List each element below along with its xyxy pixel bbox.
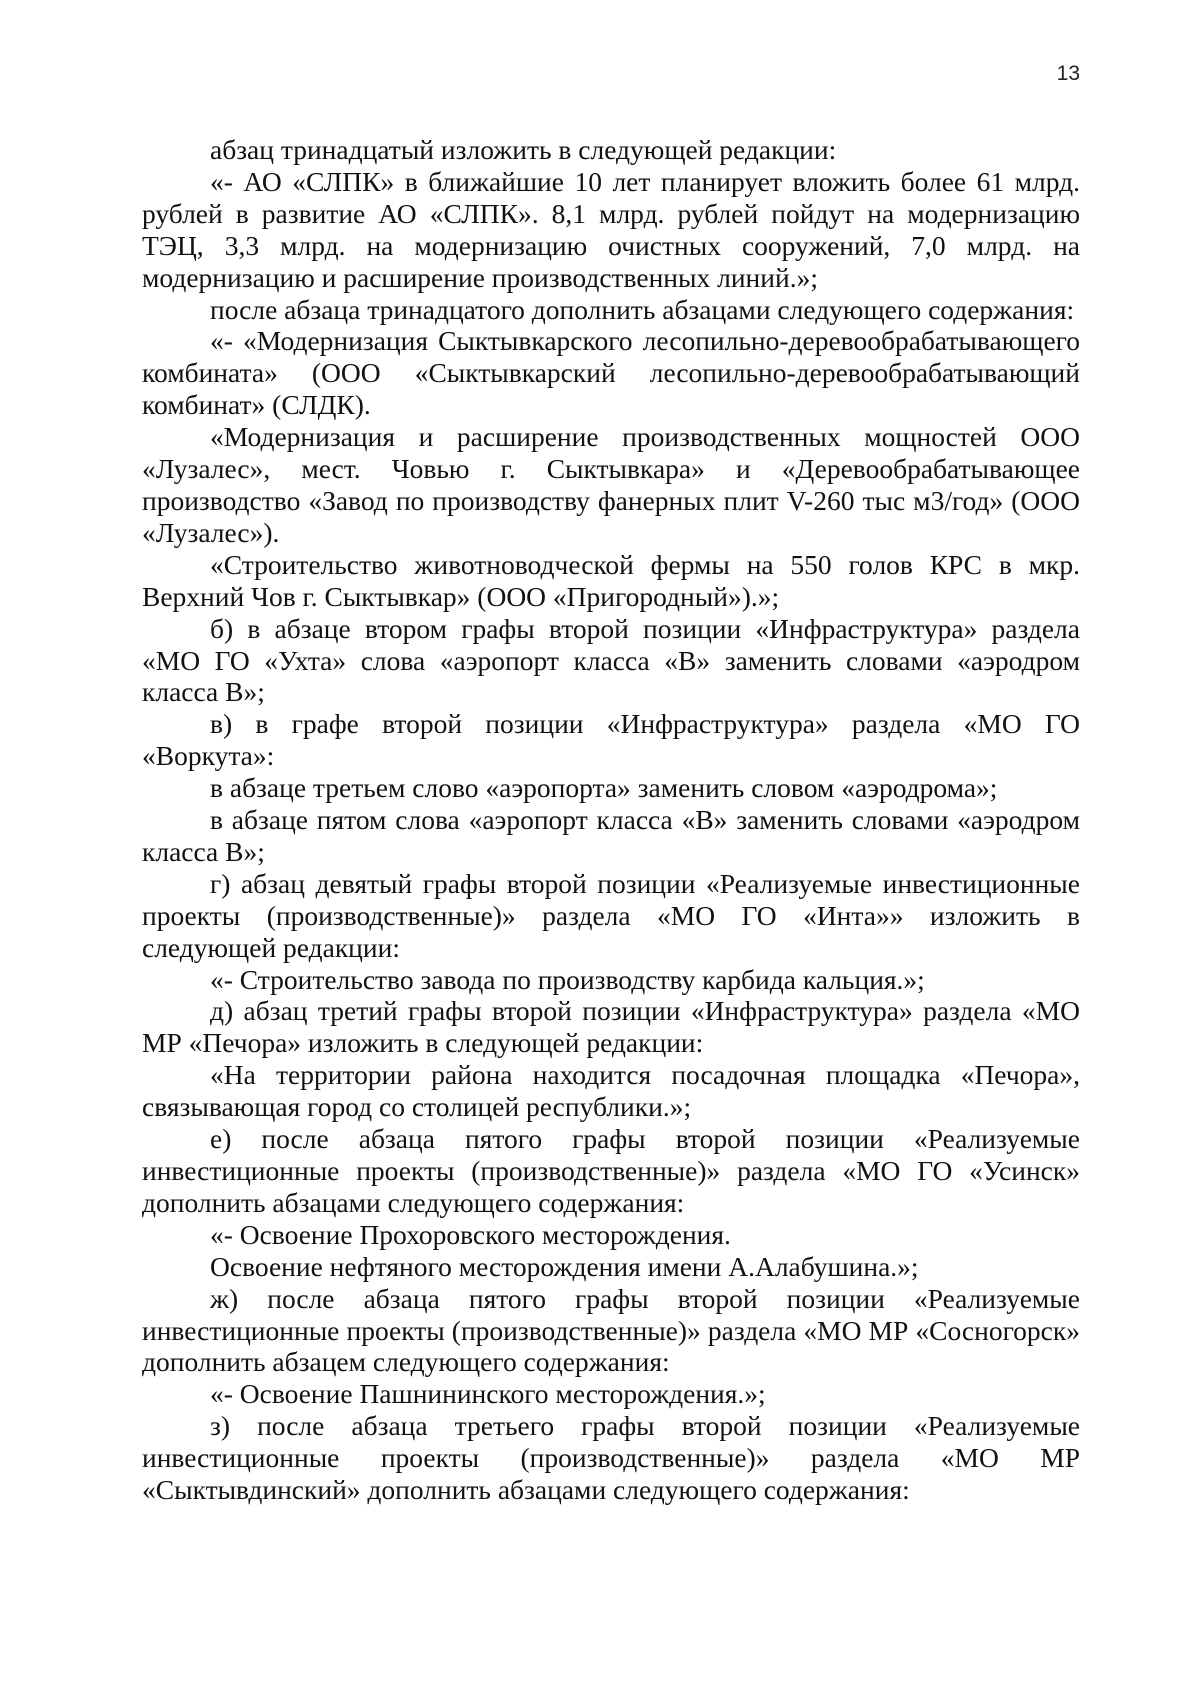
paragraph-16: «- Освоение Прохоровского месторождения. [210, 1218, 731, 1250]
paragraph-9: в абзаце третьем слово «аэропорта» заменить словом «аэродрома»; [210, 772, 998, 804]
paragraph-20: з) после абзаца третьего графы второй позиции «Реализуемые инвестиционные проекты (производственные)» раздела «МО МР «Сыктывдинский» дополнить абзацами следующего содержания: [142, 1410, 1080, 1506]
paragraph-13: д) абзац третий графы второй позиции «Инфраструктура» раздела «МО МР «Печора» изложить в следующей редакции: [142, 995, 1080, 1059]
paragraph-10: в абзаце пятом слова «аэропорт класса «В» заменить словами «аэродром класса В»; [142, 804, 1080, 867]
paragraph-8: в) в графе второй позиции «Инфраструктура» раздела «МО ГО «Воркута»: [142, 708, 1080, 772]
paragraph-19: «- Освоение Пашнининского месторождения.»; [210, 1378, 766, 1410]
paragraph-3: после абзаца тринадцатого дополнить абзацами следующего содержания: [210, 293, 1075, 325]
document-body [142, 134, 1080, 1506]
paragraph-4: «- «Модернизация Сыктывкарского лесопильно-деревообрабатывающего комбината» (ООО «Сыктывкарский лесопильно-деревообрабатывающий комбинат» (СЛДК). [142, 325, 1080, 421]
paragraph-17: Освоение нефтяного месторождения имени А.Алабушина.»; [210, 1250, 919, 1282]
paragraph-6: «Строительство животноводческой фермы на 550 голов КРС в мкр. Верхний Чов г. Сыктывкар» (ООО «Пригородный»).»; [142, 548, 1080, 612]
paragraph-18: ж) после абзаца пятого графы второй позиции «Реализуемые инвестиционные проекты (производственные)» раздела «МО МР «Сосногорск» дополнить абзацем следующего содержания: [142, 1282, 1080, 1378]
paragraph-5: «Модернизация и расширение производственных мощностей ООО «Лузалес», мест. Човью г. Сыктывкара» и «Деревообрабатывающее производство «Завод по производству фанерных плит V-260 тыс м3/год» (ООО «Лузалес»). [142, 421, 1080, 548]
paragraph-2: «- АО «СЛПК» в ближайшие 10 лет планирует вложить более 61 млрд. рублей в развитие АО «СЛПК». 8,1 млрд. рублей пойдут на модернизацию ТЭЦ, 3,3 млрд. на модернизацию очистных сооружений, 7,0 млрд. на модернизацию и расширение производственных линий.»; [142, 165, 1080, 293]
paragraph-1: абзац тринадцатый изложить в следующей редакции: [210, 134, 837, 165]
paragraph-14: «На территории района находится посадочная площадка «Печора», связывающая город со столицей республики.»; [142, 1059, 1080, 1123]
paragraph-7: б) в абзаце втором графы второй позиции «Инфраструктура» раздела «МО ГО «Ухта» слова «аэропорт класса «В» заменить словами «аэродром класса В»; [142, 612, 1080, 708]
paragraph-11: г) абзац девятый графы второй позиции «Реализуемые инвестиционные проекты (производственные)» раздела «МО ГО «Инта»» изложить в следующей редакции: [142, 867, 1080, 963]
paragraph-15: е) после абзаца пятого графы второй позиции «Реализуемые инвестиционные проекты (производственные)» раздела «МО ГО «Усинск» дополнить абзацами следующего содержания: [142, 1123, 1080, 1218]
page-number: 13 [1056, 62, 1080, 85]
paragraph-12: «- Строительство завода по производству карбида кальция.»; [210, 963, 925, 995]
